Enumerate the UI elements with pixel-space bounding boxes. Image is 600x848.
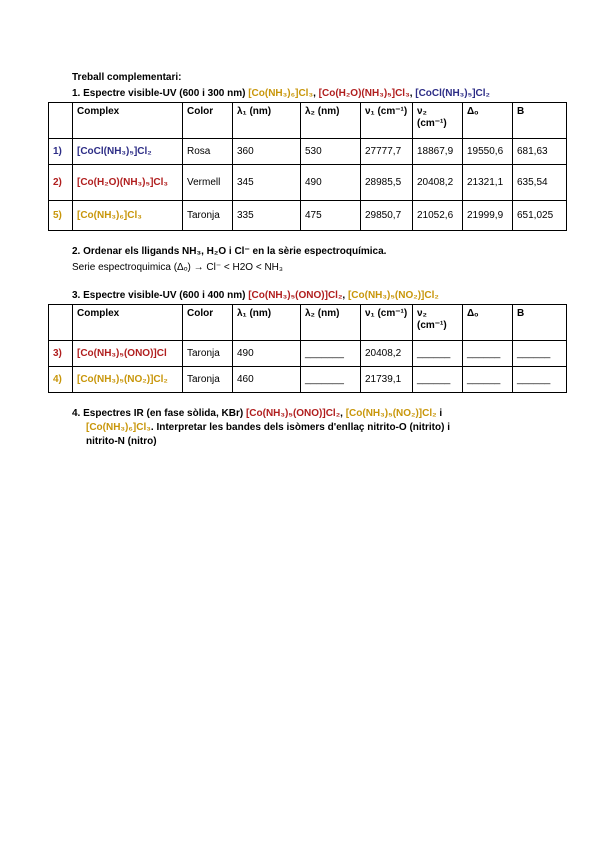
lambda1-value: 345 [233,165,301,201]
table1-header-lambda1: λ₁ (nm) [233,103,301,139]
section4-complex-1: [Co(NH₃)₅(ONO)]Cl₂ [245,408,341,419]
nu2-value: ______ [413,341,463,367]
section4-complex-2: [Co(NH₃)₅(NO₂)]Cl₂ [345,408,437,419]
table2-header-nu2: ν₂ (cm⁻¹) [413,305,463,341]
table2-header-num [49,305,73,341]
complex-color: Taronja [183,341,233,367]
nu2-value: 21052,6 [413,201,463,231]
table-row [49,165,567,201]
nu2-value: 18867,9 [413,139,463,165]
table-row [49,139,567,165]
nu1-value: 21739,1 [361,367,413,393]
complex-color: Taronja [183,367,233,393]
delta-value: ______ [463,341,513,367]
section4-number: 4. [72,408,81,419]
nu2-value: ______ [413,367,463,393]
lambda1-value: 490 [233,341,301,367]
complex-formula: [Co(NH₃)₆]Cl₃ [73,201,183,231]
section1-complex-3: [CoCl(NH₃)₅]Cl₂ [415,88,490,99]
section3-title: Espectre visible-UV (600 i 400 nm) [83,290,246,301]
table-row [49,341,567,367]
nu1-value: 28985,5 [361,165,413,201]
lambda2-value: 475 [301,201,361,231]
section4-line-1: 4. Espectres IR (en fase sòlida, KBr) [Co(NH₃)₅(ONO)]Cl₂, [Co(NH₃)₅(NO₂)]Cl₂ i [72,408,443,419]
row-number: 4) [49,367,73,393]
b-value: ______ [513,341,567,367]
b-value: 681,63 [513,139,567,165]
lambda2-value: _______ [301,367,361,393]
complex-formula: [Co(NH₃)₅(ONO)]Cl [73,341,183,367]
table2-header-delta: Δₒ [463,305,513,341]
table2-header-complex: Complex [73,305,183,341]
table-uv-visible-1 [48,102,567,231]
nu1-value: 29850,7 [361,201,413,231]
table2-header-color: Color [183,305,233,341]
section3-title-line: 3. Espectre visible-UV (600 i 400 nm) [Co(NH₃)₅(ONO)]Cl₂, [Co(NH₃)₅(NO₂)]Cl₂ [72,290,439,301]
section2-title-line [72,246,386,257]
row-number: 2) [49,165,73,201]
row-number: 1) [49,139,73,165]
lambda1-value: 460 [233,367,301,393]
complex-formula: [Co(H₂O)(NH₃)₅]Cl₃ [73,165,183,201]
section4-line-2 [86,422,450,433]
page-heading: Treball complementari: [72,72,182,83]
table2-header-nu1: ν₁ (cm⁻¹) [361,305,413,341]
section4-joiner: i [439,408,443,419]
table1-header-lambda2: λ₂ (nm) [301,103,361,139]
table2-header-lambda2: λ₂ (nm) [301,305,361,341]
b-value: 635,54 [513,165,567,201]
complex-formula: [Co(NH₃)₅(NO₂)]Cl₂ [73,367,183,393]
section4-line-3: nitrito-N (nitro) [86,436,157,447]
section2-title: Ordenar els lligands NH₃, H₂O i Cl⁻ en la sèrie espectroquímica. [83,246,387,257]
table1-header-nu1: ν₁ (cm⁻¹) [361,103,413,139]
delta-value: 19550,6 [463,139,513,165]
row-number: 5) [49,201,73,231]
nu1-value: 20408,2 [361,341,413,367]
section4-lead: Espectres IR (en fase sòlida, KBr) [83,408,244,419]
complex-formula: [CoCl(NH₃)₅]Cl₂ [73,139,183,165]
section3-complex-2: [Co(NH₃)₅(NO₂)]Cl₂ [347,290,439,301]
lambda1-value: 360 [233,139,301,165]
table1-header-num [49,103,73,139]
b-value: ______ [513,367,567,393]
complex-color: Rosa [183,139,233,165]
section4-complex-3: [Co(NH₃)₆]Cl₃ [86,422,151,433]
table2-header-lambda1: λ₁ (nm) [233,305,301,341]
section1-title-line: 1. Espectre visible-UV (600 i 300 nm) [Co(NH₃)₆]Cl₃, [Co(H₂O)(NH₃)₅]Cl₃, [CoCl(NH₃)₅]Cl₂ [72,88,490,99]
table1-header-row [49,103,567,139]
lambda2-value: 490 [301,165,361,201]
table-row [49,201,567,231]
section2-number: 2. [72,246,81,257]
nu1-value: 27777,7 [361,139,413,165]
lambda2-value: 530 [301,139,361,165]
table2-header-row [49,305,567,341]
section2-answer: Serie espectroquimica (Δₒ) → Cl⁻ < H2O < NH₃ [72,262,283,273]
table-row [49,367,567,393]
section1-number: 1. [72,88,81,99]
table1-header-delta: Δₒ [463,103,513,139]
b-value: 651,025 [513,201,567,231]
nu2-value: 20408,2 [413,165,463,201]
delta-value: 21321,1 [463,165,513,201]
table2-header-b: B [513,305,567,341]
section1-complex-2: [Co(H₂O)(NH₃)₅]Cl₃ [318,88,410,99]
section3-complex-1: [Co(NH₃)₅(ONO)]Cl₂ [248,290,343,301]
section1-title: Espectre visible-UV (600 i 300 nm) [83,88,246,99]
lambda2-value: _______ [301,341,361,367]
delta-value: 21999,9 [463,201,513,231]
section3-number: 3. [72,290,81,301]
complex-color: Taronja [183,201,233,231]
complex-color: Vermell [183,165,233,201]
row-number: 3) [49,341,73,367]
lambda1-value: 335 [233,201,301,231]
table1-header-nu2: ν₂ (cm⁻¹) [413,103,463,139]
delta-value: ______ [463,367,513,393]
section4-tail-1: . Interpretar les bandes dels isòmers d'enllaç nitrito-O (nitrito) i [150,422,450,433]
table1-header-b: B [513,103,567,139]
table1-header-complex: Complex [73,103,183,139]
section1-complex-1: [Co(NH₃)₆]Cl₃ [248,88,314,99]
table-uv-visible-2 [48,304,567,393]
table1-header-color: Color [183,103,233,139]
